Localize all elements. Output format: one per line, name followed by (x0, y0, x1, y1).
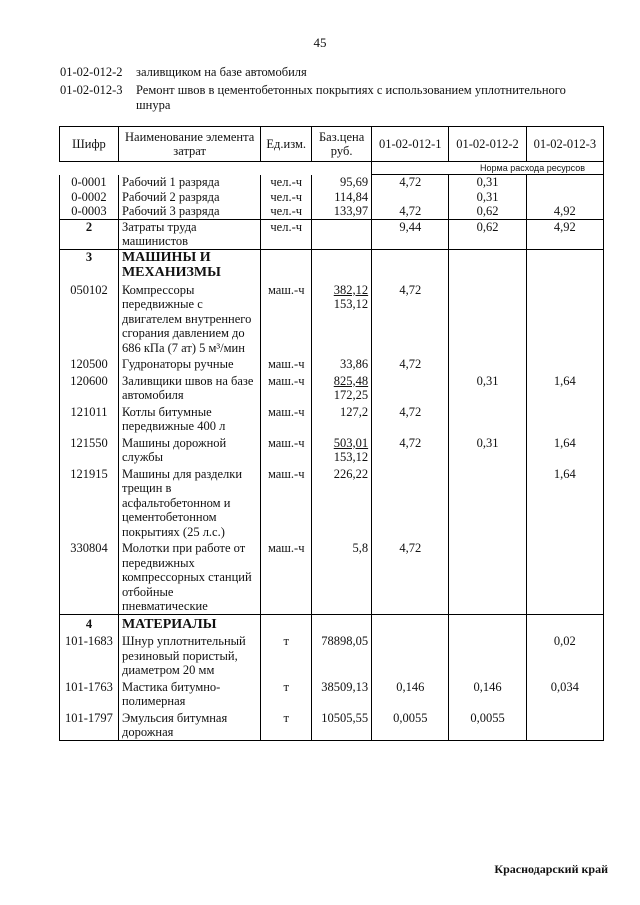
row-code (60, 403, 119, 434)
row-norm-1 (372, 372, 449, 403)
row-unit (261, 403, 312, 434)
row-unit (261, 204, 312, 219)
row-unit (261, 678, 312, 709)
row-norm-3 (526, 219, 603, 249)
row-price (312, 434, 372, 465)
row-norm-1 (372, 355, 449, 372)
row-norm-1-text: 4,72 (399, 357, 422, 371)
row-norm-2 (449, 434, 526, 465)
row-unit (261, 709, 312, 741)
row-name (118, 249, 260, 281)
table-row (60, 249, 604, 281)
row-norm-2-text: 0,62 (476, 219, 499, 234)
row-norm-3 (526, 678, 603, 709)
row-unit (261, 249, 312, 281)
row-price (312, 539, 372, 614)
row-name (118, 175, 260, 190)
row-name-text: Машины дорожной службы (121, 435, 227, 464)
row-price (312, 614, 372, 632)
table-row (60, 434, 604, 465)
price-value: 5,8 (352, 541, 369, 555)
row-code-text: 0-0002 (71, 189, 107, 204)
norm-caption-row (60, 162, 604, 175)
row-norm-3 (526, 709, 603, 741)
row-norm-1 (372, 709, 449, 741)
row-code-text: 120600 (70, 373, 108, 388)
row-norm-2 (449, 175, 526, 190)
row-unit (261, 355, 312, 372)
row-norm-1-text: 4,72 (399, 404, 422, 419)
row-unit-text: чел.-ч (270, 219, 303, 234)
row-norm-2 (449, 355, 526, 372)
row-code-text: 0-0001 (71, 174, 107, 189)
row-norm-3 (526, 465, 603, 540)
table-row (60, 219, 604, 249)
row-code (60, 372, 119, 403)
row-norm-1 (372, 678, 449, 709)
row-price (312, 403, 372, 434)
row-name (118, 539, 260, 614)
price-value: 825,48 (333, 373, 369, 388)
table-row (60, 465, 604, 540)
row-code-text: 050102 (70, 282, 108, 297)
row-norm-1-text: 4,72 (399, 204, 422, 218)
row-code-text: 101-1797 (65, 710, 113, 725)
row-name (118, 709, 260, 741)
row-norm-2 (449, 632, 526, 678)
row-norm-2 (449, 614, 526, 632)
header-text: Ремонт швов в цементобетонных покрытиях с использованием уплотнительного шнура (136, 83, 566, 112)
row-name (118, 355, 260, 372)
row-name-text: Заливщики швов на базе автомобиля (121, 373, 254, 402)
row-unit (261, 539, 312, 614)
row-name-text: Затраты труда машинистов (121, 219, 197, 248)
price-value: 382,12 (333, 282, 369, 297)
row-norm-3 (526, 434, 603, 465)
row-price (312, 632, 372, 678)
row-norm-3 (526, 372, 603, 403)
table-row (60, 355, 604, 372)
row-norm-3-text: 1,64 (553, 435, 576, 450)
row-name-text: Машины для разделки трещин в асфальтобетонном и цементобетонном покрытиях (25 л.с.) (121, 466, 243, 539)
header-code: 01-02-012-3 (60, 83, 123, 97)
row-name-text: Мастика битумно-полимерная (121, 679, 221, 708)
row-unit (261, 372, 312, 403)
row-name (118, 678, 260, 709)
header-text: заливщиком на базе автомобиля (136, 65, 307, 79)
column-header-norm-2: 01-02-012-2 (449, 127, 526, 162)
row-name (118, 372, 260, 403)
row-code-text: 101-1683 (65, 634, 113, 648)
row-norm-3 (526, 204, 603, 219)
row-norm-2 (449, 403, 526, 434)
row-norm-3 (526, 175, 603, 190)
table-body (60, 175, 604, 741)
row-code-text: 3 (85, 249, 93, 264)
row-name (118, 219, 260, 249)
row-unit-text: маш.-ч (267, 466, 305, 481)
row-norm-1-text: 4,72 (399, 541, 422, 555)
row-code (60, 175, 119, 190)
row-code (60, 709, 119, 741)
row-norm-1-text: 0,0055 (393, 710, 428, 725)
row-unit-text: маш.-ч (267, 357, 305, 371)
row-price (312, 465, 372, 540)
row-norm-2-text: 0,31 (476, 435, 499, 450)
row-unit (261, 614, 312, 632)
footer-region: Краснодарский край (494, 862, 608, 876)
row-norm-2 (449, 678, 526, 709)
column-header-name: Наименование элемента затрат (118, 127, 260, 162)
row-norm-1 (372, 249, 449, 281)
header-code: 01-02-012-2 (60, 65, 123, 79)
row-norm-1 (372, 434, 449, 465)
row-norm-1-text: 4,72 (399, 175, 422, 189)
row-name-text: Рабочий 2 разряда (121, 189, 220, 204)
table-row (60, 403, 604, 434)
row-name-text: Рабочий 3 разряда (121, 204, 220, 218)
row-name (118, 204, 260, 219)
table-row (60, 190, 604, 205)
row-norm-1-text: 4,72 (399, 282, 422, 297)
row-norm-2-text: 0,0055 (470, 710, 505, 725)
row-name (118, 190, 260, 205)
row-unit (261, 434, 312, 465)
row-norm-1 (372, 465, 449, 540)
column-header-norm-1: 01-02-012-1 (372, 127, 449, 162)
row-unit-text: маш.-ч (267, 282, 305, 297)
row-norm-2 (449, 281, 526, 356)
price-value: 127,2 (340, 404, 369, 419)
row-norm-2-text: 0,31 (476, 373, 499, 388)
price-value: 95,69 (340, 174, 369, 189)
row-norm-2 (449, 190, 526, 205)
row-unit-text: т (283, 710, 289, 725)
row-unit-text: маш.-ч (267, 373, 305, 388)
row-norm-3-text: 1,64 (553, 466, 576, 481)
row-code (60, 539, 119, 614)
row-name-text: МАШИНЫ И МЕХАНИЗМЫ (121, 249, 221, 280)
row-price (312, 355, 372, 372)
row-name-text: Котлы битумные передвижные 400 л (121, 404, 226, 433)
row-norm-2-text: 0,31 (476, 189, 499, 204)
row-code-text: 2 (85, 219, 93, 234)
row-name-text: Компрессоры передвижные с двигателем внутреннего сгорания давлением до 686 кПа (7 ат) 5 м³/мин (121, 282, 252, 355)
row-code (60, 219, 119, 249)
row-unit-text: т (283, 679, 289, 694)
row-norm-1-text: 9,44 (399, 219, 422, 234)
row-code (60, 632, 119, 678)
row-code (60, 249, 119, 281)
price-value: 133,97 (333, 204, 369, 218)
row-unit (261, 465, 312, 540)
column-header-price: Баз.цена руб. (312, 127, 372, 162)
price-value: 33,86 (340, 357, 369, 371)
price-value-secondary: 172,25 (333, 388, 369, 402)
row-code-text: 0-0003 (71, 204, 107, 218)
row-price (312, 175, 372, 190)
row-norm-3-text: 4,92 (553, 204, 576, 218)
row-unit-text: чел.-ч (270, 189, 303, 204)
row-norm-1 (372, 614, 449, 632)
table-row (60, 281, 604, 356)
row-norm-1 (372, 219, 449, 249)
row-norm-1 (372, 190, 449, 205)
row-unit-text: чел.-ч (270, 204, 303, 218)
header-line-2 (60, 83, 596, 113)
row-name-text: Молотки при работе от передвижных компрессорных станций отбойные пневматические (121, 541, 252, 613)
row-norm-1 (372, 539, 449, 614)
row-unit (261, 219, 312, 249)
row-norm-3-text: 0,02 (553, 634, 576, 648)
row-code (60, 204, 119, 219)
row-norm-1 (372, 281, 449, 356)
row-name (118, 403, 260, 434)
row-code-text: 101-1763 (65, 679, 113, 694)
row-price (312, 219, 372, 249)
row-norm-1 (372, 403, 449, 434)
row-code-text: 121011 (70, 404, 108, 419)
table-row (60, 614, 604, 632)
page-number: 45 (313, 35, 327, 50)
row-unit-text: маш.-ч (267, 541, 305, 555)
row-name-text: МАТЕРИАЛЫ (121, 616, 217, 632)
row-unit (261, 632, 312, 678)
table-row (60, 709, 604, 741)
row-code (60, 281, 119, 356)
row-norm-1 (372, 175, 449, 190)
row-norm-3 (526, 281, 603, 356)
price-value-secondary: 153,12 (333, 297, 369, 311)
price-value-secondary: 153,12 (333, 450, 369, 464)
row-norm-3 (526, 403, 603, 434)
row-price (312, 372, 372, 403)
row-norm-3 (526, 249, 603, 281)
row-norm-2-text: 0,62 (476, 204, 499, 218)
row-norm-3-text: 1,64 (553, 373, 576, 388)
row-unit-text: маш.-ч (267, 404, 305, 419)
row-price (312, 281, 372, 356)
header-line-1 (60, 65, 596, 80)
table-row (60, 539, 604, 614)
row-name (118, 614, 260, 632)
table-row (60, 175, 604, 190)
row-code (60, 355, 119, 372)
row-unit-text: т (283, 634, 289, 648)
table-row (60, 204, 604, 219)
table-header-row (60, 127, 604, 162)
row-unit (261, 190, 312, 205)
row-name (118, 434, 260, 465)
table-row (60, 632, 604, 678)
row-code-text: 121550 (70, 435, 108, 450)
row-norm-3 (526, 355, 603, 372)
row-name (118, 465, 260, 540)
row-norm-2 (449, 204, 526, 219)
row-norm-1 (372, 632, 449, 678)
price-value: 78898,05 (321, 634, 369, 648)
row-norm-1-text: 4,72 (399, 435, 422, 450)
table-row (60, 372, 604, 403)
row-price (312, 678, 372, 709)
row-unit-text: чел.-ч (270, 174, 303, 189)
row-code-text: 121915 (70, 466, 108, 481)
row-name (118, 632, 260, 678)
row-norm-2 (449, 465, 526, 540)
row-norm-3 (526, 190, 603, 205)
price-value: 503,01 (333, 435, 369, 450)
row-code (60, 614, 119, 632)
row-code (60, 465, 119, 540)
row-norm-2 (449, 249, 526, 281)
row-norm-1-text: 0,146 (396, 679, 425, 694)
row-name-text: Эмульсия битумная дорожная (121, 710, 228, 739)
column-header-unit: Ед.изм. (261, 127, 312, 162)
row-name-text: Шнур уплотнительный резиновый пористый, диаметром 20 мм (121, 634, 246, 677)
row-name-text: Рабочий 1 разряда (121, 174, 220, 189)
row-unit-text: маш.-ч (267, 435, 305, 450)
row-price (312, 709, 372, 741)
row-code (60, 434, 119, 465)
price-value: 38509,13 (321, 679, 369, 694)
row-name (118, 281, 260, 356)
row-norm-2-text: 0,146 (473, 679, 502, 694)
norm-caption: Норма расхода ресурсов (372, 162, 604, 175)
price-value: 114,84 (334, 189, 369, 204)
row-code (60, 678, 119, 709)
row-norm-3 (526, 632, 603, 678)
column-header-norm-3: 01-02-012-3 (526, 127, 603, 162)
resource-norms-table (59, 126, 604, 741)
row-norm-2 (449, 539, 526, 614)
row-code-text: 120500 (70, 357, 108, 371)
column-header-code: Шифр (60, 127, 119, 162)
row-norm-2 (449, 219, 526, 249)
table-row (60, 678, 604, 709)
price-value: 10505,55 (321, 710, 369, 725)
row-norm-2 (449, 372, 526, 403)
row-code (60, 190, 119, 205)
row-unit (261, 281, 312, 356)
row-norm-3-text: 0,034 (550, 679, 579, 694)
price-value: 226,22 (333, 466, 369, 481)
row-name-text: Гудронаторы ручные (121, 357, 234, 371)
row-norm-3 (526, 539, 603, 614)
row-norm-1 (372, 204, 449, 219)
row-price (312, 249, 372, 281)
row-price (312, 190, 372, 205)
row-norm-3 (526, 614, 603, 632)
row-norm-2 (449, 709, 526, 741)
row-code-text: 330804 (70, 541, 108, 555)
row-unit (261, 175, 312, 190)
row-price (312, 204, 372, 219)
row-code-text: 4 (85, 616, 93, 631)
row-norm-2-text: 0,31 (476, 175, 499, 189)
row-norm-3-text: 4,92 (553, 219, 576, 234)
